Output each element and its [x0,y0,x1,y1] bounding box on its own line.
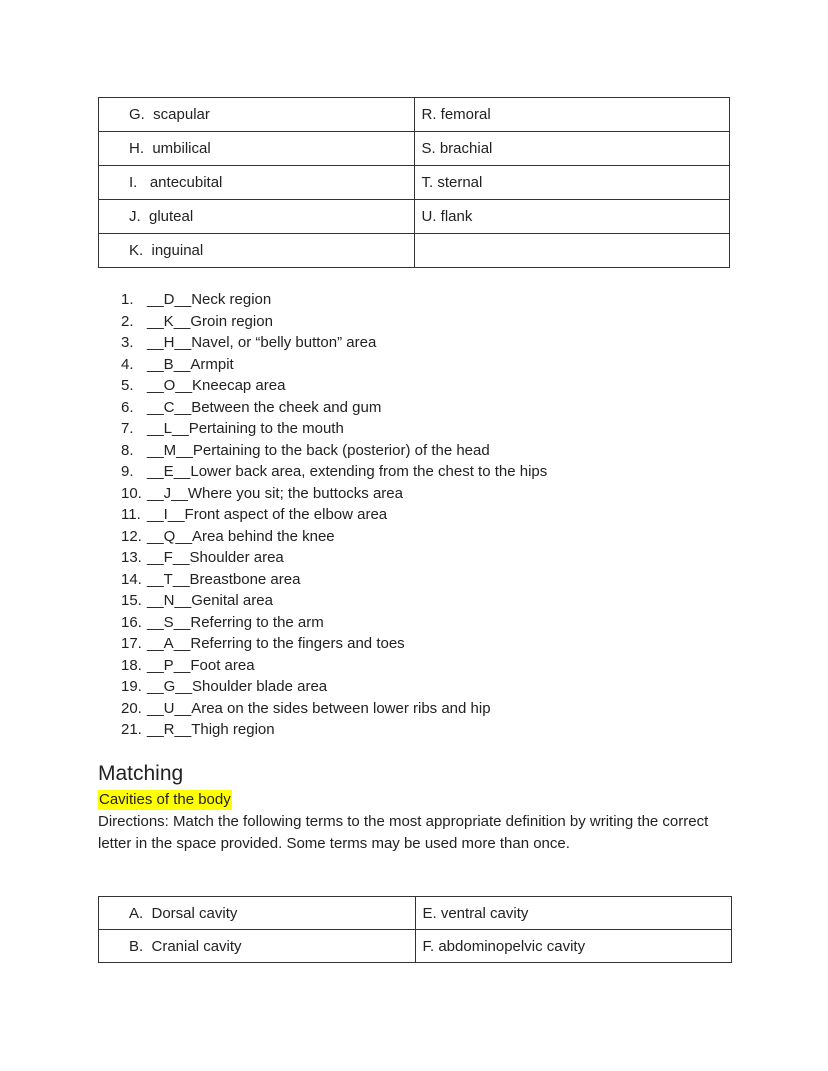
item-number: 16. [121,613,142,631]
item-number: 2. [121,312,134,330]
item-number: 11. [121,506,141,523]
list-item [121,590,547,612]
item-answer: __L__Pertaining to the mouth [147,420,344,437]
table-row [99,234,730,268]
list-item [121,332,547,354]
item-number: 21. [121,721,142,738]
table-cell: B. Cranial cavity [99,930,416,963]
item-number: 13. [121,549,142,566]
table-row [99,897,732,930]
item-answer: __R__Thigh region [147,721,275,738]
item-number: 5. [121,377,134,394]
item-number: 4. [121,355,134,373]
list-item [121,612,547,634]
directions-text: Directions: Match the following terms to the most appropriate definition by writing the correct letter in the space provided. Some terms may be used more than once. [98,813,709,852]
list-item [121,504,547,526]
item-answer: __F__Shoulder area [147,549,284,566]
section-heading: Matching [98,762,184,785]
item-answer: __U__Area on the sides between lower ribs and hip [147,699,491,717]
item-answer: __N__Genital area [147,592,273,609]
list-item [121,547,547,569]
item-answer: __G__Shoulder blade area [147,678,328,695]
item-answer: __P__Foot area [147,656,255,674]
list-item [121,397,547,419]
list-item [121,440,547,462]
item-answer: __I__Front aspect of the elbow area [147,506,388,523]
list-item [121,418,547,440]
item-number: 6. [121,398,134,416]
item-answer: __M__Pertaining to the back (posterior) of the head [147,441,490,459]
list-item [121,698,547,720]
list-item [121,719,547,741]
item-number: 9. [121,463,134,480]
list-item [121,676,547,698]
list-item [121,461,547,483]
table-cell: J. gluteal [99,200,415,234]
item-number: 18. [121,656,142,674]
list-item [121,311,547,333]
table-row [99,132,730,166]
list-item [121,526,547,548]
list-item [121,569,547,591]
item-answer: __E__Lower back area, extending from the chest to the hips [147,463,548,480]
item-number: 15. [121,592,142,609]
table-cell: A. Dorsal cavity [99,897,416,930]
list-item [121,655,547,677]
region-terms-table [98,97,730,268]
list-item [121,483,547,505]
item-number: 12. [121,527,142,545]
answer-list [121,289,547,741]
item-number: 20. [121,699,142,717]
item-answer: __A__Referring to the fingers and toes [147,635,405,652]
item-answer: __O__Kneecap area [147,377,286,394]
item-answer: __T__Breastbone area [147,570,301,588]
cavity-terms-table [98,896,732,963]
item-answer: __D__Neck region [147,291,272,308]
table-cell: K. inguinal [99,234,415,268]
section-subheading-highlighted: Cavities of the body [99,791,231,808]
item-answer: __B__Armpit [147,355,234,373]
item-answer: __C__Between the cheek and gum [147,398,382,416]
table-cell: E. ventral cavity [415,897,732,930]
table-cell: U. flank [414,200,730,234]
item-number: 7. [121,420,134,437]
item-number: 10. [121,484,142,502]
table-cell: G. scapular [99,98,415,132]
item-number: 1. [121,291,134,308]
item-answer: __S__Referring to the arm [147,613,324,631]
item-number: 19. [121,678,142,695]
list-item [121,633,547,655]
item-number: 3. [121,334,134,351]
table-row [99,930,732,963]
list-item [121,289,547,311]
table-row [99,200,730,234]
item-number: 17. [121,635,142,652]
item-answer: __H__Navel, or “belly button” area [147,334,377,351]
item-answer: __J__Where you sit; the buttocks area [147,484,403,502]
table-cell: S. brachial [414,132,730,166]
table-cell: R. femoral [414,98,730,132]
item-number: 8. [121,441,134,459]
table-row [99,166,730,200]
table-cell: I. antecubital [99,166,415,200]
item-number: 14. [121,570,142,588]
table-cell: T. sternal [414,166,730,200]
table-row [99,98,730,132]
item-answer: __K__Groin region [147,312,273,330]
list-item [121,375,547,397]
item-answer: __Q__Area behind the knee [147,527,335,545]
list-item [121,354,547,376]
table-cell: H. umbilical [99,132,415,166]
table-cell [414,234,730,268]
table-cell: F. abdominopelvic cavity [415,930,732,963]
